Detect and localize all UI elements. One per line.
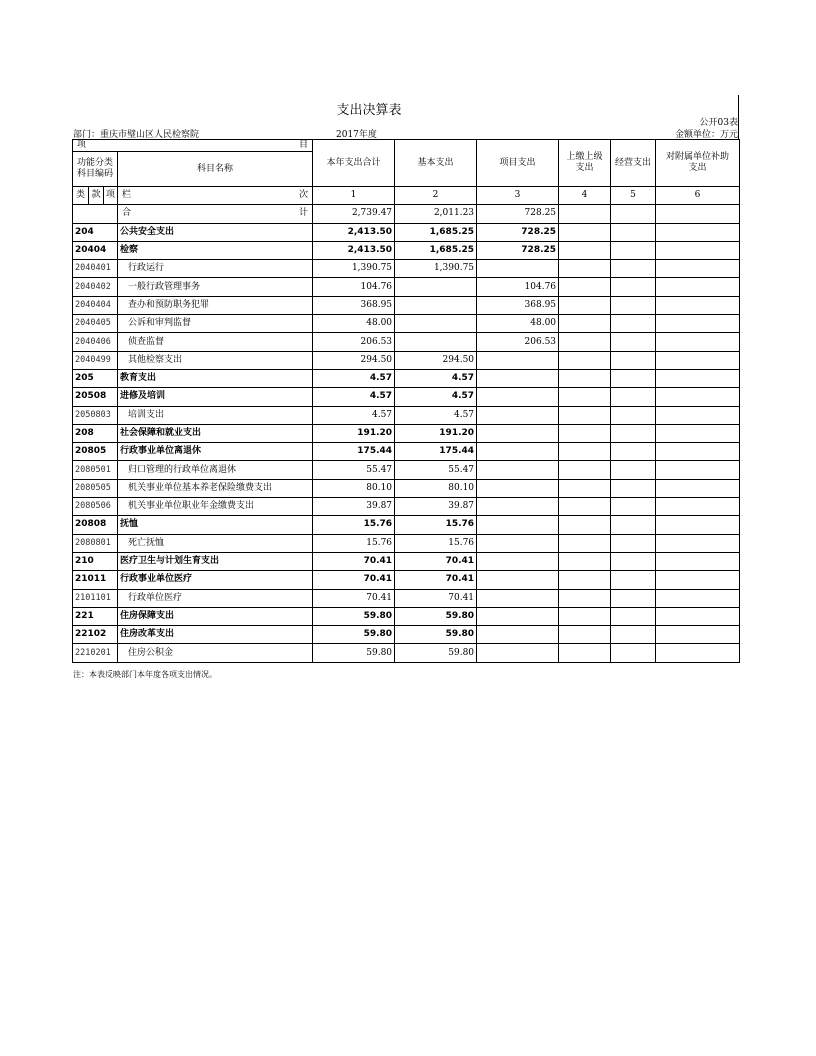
row-remit xyxy=(559,369,611,387)
totals-row xyxy=(73,205,740,223)
row-basic: 191.20 xyxy=(395,424,477,442)
row-subsidy xyxy=(656,333,740,351)
row-name: 行政运行 xyxy=(118,260,313,278)
row-subsidy xyxy=(656,589,740,607)
row-remit xyxy=(559,260,611,278)
row-total: 70.41 xyxy=(313,552,395,570)
row-name: 机关事业单位职业年金缴费支出 xyxy=(118,498,313,516)
row-project xyxy=(477,607,559,625)
row-project xyxy=(477,644,559,662)
table-row xyxy=(73,369,740,387)
table-row xyxy=(73,607,740,625)
table-row xyxy=(73,589,740,607)
row-business xyxy=(611,333,656,351)
row-business xyxy=(611,388,656,406)
header-total: 本年支出合计 xyxy=(313,140,395,187)
totals-project: 728.25 xyxy=(477,205,559,223)
header-project: 项目支出 xyxy=(477,140,559,187)
row-name: 住房改革支出 xyxy=(118,626,313,644)
row-project xyxy=(477,424,559,442)
row-business xyxy=(611,351,656,369)
row-total: 2,413.50 xyxy=(313,241,395,259)
row-business xyxy=(611,534,656,552)
form-code: 公开03表 xyxy=(699,118,738,128)
totals-label xyxy=(118,205,313,223)
row-name: 公共安全支出 xyxy=(118,223,313,241)
row-business xyxy=(611,443,656,461)
row-remit xyxy=(559,333,611,351)
row-remit xyxy=(559,351,611,369)
row-total: 55.47 xyxy=(313,461,395,479)
row-total: 80.10 xyxy=(313,479,395,497)
row-business xyxy=(611,589,656,607)
row-remit xyxy=(559,534,611,552)
header-remit: 上缴上级 支出 xyxy=(559,140,611,187)
row-name: 社会保障和就业支出 xyxy=(118,424,313,442)
row-remit xyxy=(559,479,611,497)
row-subsidy xyxy=(656,479,740,497)
row-total: 206.53 xyxy=(313,333,395,351)
row-basic: 1,685.25 xyxy=(395,241,477,259)
row-basic: 4.57 xyxy=(395,369,477,387)
header-item-right: 目 xyxy=(299,140,309,150)
page-title: 支出决算表 xyxy=(336,103,402,118)
row-subsidy xyxy=(656,571,740,589)
row-code: 2040404 xyxy=(73,296,118,314)
row-subsidy xyxy=(656,296,740,314)
year-label: 2017年度 xyxy=(336,130,377,140)
table-row xyxy=(73,534,740,552)
row-subsidy xyxy=(656,315,740,333)
row-code: 2080801 xyxy=(73,534,118,552)
row-basic: 294.50 xyxy=(395,351,477,369)
row-project xyxy=(477,260,559,278)
row-remit xyxy=(559,315,611,333)
row-basic: 175.44 xyxy=(395,443,477,461)
row-business xyxy=(611,498,656,516)
row-total: 1,390.75 xyxy=(313,260,395,278)
row-basic xyxy=(395,278,477,296)
row-remit xyxy=(559,461,611,479)
table-row xyxy=(73,315,740,333)
header-basic: 基本支出 xyxy=(395,140,477,187)
row-total: 294.50 xyxy=(313,351,395,369)
table-row xyxy=(73,260,740,278)
row-subsidy xyxy=(656,223,740,241)
row-name: 培训支出 xyxy=(118,406,313,424)
row-remit xyxy=(559,296,611,314)
row-basic: 4.57 xyxy=(395,406,477,424)
row-code: 208 xyxy=(73,424,118,442)
header-xiang: 项 xyxy=(104,187,118,205)
row-name: 机关事业单位基本养老保险缴费支出 xyxy=(118,479,313,497)
row-project: 104.76 xyxy=(477,278,559,296)
table-row xyxy=(73,241,740,259)
row-code: 21011 xyxy=(73,571,118,589)
row-remit xyxy=(559,388,611,406)
table-row xyxy=(73,424,740,442)
row-total: 70.41 xyxy=(313,589,395,607)
table-row xyxy=(73,571,740,589)
row-business xyxy=(611,479,656,497)
row-project xyxy=(477,571,559,589)
row-business xyxy=(611,626,656,644)
row-name: 查办和预防职务犯罪 xyxy=(118,296,313,314)
table-row xyxy=(73,626,740,644)
row-code: 2080501 xyxy=(73,461,118,479)
table-row xyxy=(73,223,740,241)
table-row xyxy=(73,333,740,351)
row-business xyxy=(611,571,656,589)
totals-he: 合 xyxy=(122,208,132,219)
row-subsidy xyxy=(656,443,740,461)
row-subsidy xyxy=(656,461,740,479)
totals-business xyxy=(611,205,656,223)
row-name: 其他检察支出 xyxy=(118,351,313,369)
row-remit xyxy=(559,406,611,424)
row-name: 行政事业单位医疗 xyxy=(118,571,313,589)
row-subsidy xyxy=(656,516,740,534)
header-lan-ci xyxy=(118,187,313,205)
row-code: 20808 xyxy=(73,516,118,534)
row-name: 住房公积金 xyxy=(118,644,313,662)
row-project xyxy=(477,534,559,552)
row-business xyxy=(611,406,656,424)
row-name: 归口管理的行政单位离退休 xyxy=(118,461,313,479)
row-project xyxy=(477,406,559,424)
row-total: 48.00 xyxy=(313,315,395,333)
row-name: 公诉和审判监督 xyxy=(118,315,313,333)
row-basic: 80.10 xyxy=(395,479,477,497)
row-total: 2,413.50 xyxy=(313,223,395,241)
row-name: 行政事业单位离退休 xyxy=(118,443,313,461)
row-basic xyxy=(395,296,477,314)
row-project: 206.53 xyxy=(477,333,559,351)
row-business xyxy=(611,278,656,296)
row-remit xyxy=(559,552,611,570)
row-business xyxy=(611,461,656,479)
row-basic: 59.80 xyxy=(395,644,477,662)
row-business xyxy=(611,296,656,314)
row-subsidy xyxy=(656,278,740,296)
row-subsidy xyxy=(656,607,740,625)
expenditure-table xyxy=(72,139,740,663)
row-business xyxy=(611,223,656,241)
row-basic: 4.57 xyxy=(395,388,477,406)
col-num-2: 2 xyxy=(395,187,477,205)
row-total: 59.80 xyxy=(313,644,395,662)
row-subsidy xyxy=(656,351,740,369)
row-name: 住房保障支出 xyxy=(118,607,313,625)
row-basic xyxy=(395,333,477,351)
row-project: 728.25 xyxy=(477,241,559,259)
header-item-cell xyxy=(73,140,313,152)
row-business xyxy=(611,516,656,534)
totals-remit xyxy=(559,205,611,223)
col-num-3: 3 xyxy=(477,187,559,205)
row-subsidy xyxy=(656,369,740,387)
table-row xyxy=(73,296,740,314)
row-project xyxy=(477,552,559,570)
row-remit xyxy=(559,644,611,662)
row-basic: 59.80 xyxy=(395,626,477,644)
row-remit xyxy=(559,241,611,259)
divider xyxy=(738,95,739,140)
table-row xyxy=(73,479,740,497)
row-subsidy xyxy=(656,552,740,570)
row-remit xyxy=(559,223,611,241)
row-name: 行政单位医疗 xyxy=(118,589,313,607)
row-basic: 70.41 xyxy=(395,552,477,570)
row-remit xyxy=(559,424,611,442)
row-total: 4.57 xyxy=(313,406,395,424)
row-code: 204 xyxy=(73,223,118,241)
row-subsidy xyxy=(656,534,740,552)
totals-code xyxy=(73,205,118,223)
totals-basic: 2,011.23 xyxy=(395,205,477,223)
row-subsidy xyxy=(656,644,740,662)
table-row xyxy=(73,388,740,406)
table-row xyxy=(73,406,740,424)
row-code: 2050803 xyxy=(73,406,118,424)
row-remit xyxy=(559,278,611,296)
row-basic: 70.41 xyxy=(395,589,477,607)
row-name: 进修及培训 xyxy=(118,388,313,406)
unit-label: 金额单位：万元 xyxy=(674,130,738,140)
row-business xyxy=(611,552,656,570)
row-remit xyxy=(559,589,611,607)
row-code: 2080506 xyxy=(73,498,118,516)
row-basic: 15.76 xyxy=(395,516,477,534)
department-label: 部门：重庆市璧山区人民检察院 xyxy=(73,130,200,140)
row-project xyxy=(477,369,559,387)
row-subsidy xyxy=(656,498,740,516)
row-subsidy xyxy=(656,260,740,278)
row-subsidy xyxy=(656,388,740,406)
row-remit xyxy=(559,626,611,644)
footnote: 注：本表反映部门本年度各项支出情况。 xyxy=(73,670,217,679)
row-total: 39.87 xyxy=(313,498,395,516)
header-kuan: 款 xyxy=(89,187,104,205)
row-remit xyxy=(559,607,611,625)
row-basic: 55.47 xyxy=(395,461,477,479)
row-code: 2101101 xyxy=(73,589,118,607)
table-row xyxy=(73,278,740,296)
header-lan: 栏 xyxy=(122,190,132,201)
row-project: 728.25 xyxy=(477,223,559,241)
row-total: 70.41 xyxy=(313,571,395,589)
row-code: 205 xyxy=(73,369,118,387)
row-code: 2040405 xyxy=(73,315,118,333)
row-total: 368.95 xyxy=(313,296,395,314)
table-row xyxy=(73,498,740,516)
row-code: 2040406 xyxy=(73,333,118,351)
header-lei: 类 xyxy=(73,187,89,205)
col-num-5: 5 xyxy=(611,187,656,205)
row-total: 191.20 xyxy=(313,424,395,442)
row-total: 4.57 xyxy=(313,388,395,406)
table-row xyxy=(73,516,740,534)
row-business xyxy=(611,241,656,259)
row-code: 20805 xyxy=(73,443,118,461)
totals-total: 2,739.47 xyxy=(313,205,395,223)
table-row xyxy=(73,443,740,461)
header-ci: 次 xyxy=(299,190,309,201)
col-num-4: 4 xyxy=(559,187,611,205)
row-basic: 59.80 xyxy=(395,607,477,625)
col-num-1: 1 xyxy=(313,187,395,205)
header-subsidy: 对附属单位补助 支出 xyxy=(656,140,740,187)
row-total: 59.80 xyxy=(313,607,395,625)
row-project: 48.00 xyxy=(477,315,559,333)
totals-ji: 计 xyxy=(299,208,309,219)
table-row xyxy=(73,461,740,479)
row-business xyxy=(611,315,656,333)
row-name: 抚恤 xyxy=(118,516,313,534)
row-business xyxy=(611,644,656,662)
row-name: 侦查监督 xyxy=(118,333,313,351)
row-subsidy xyxy=(656,241,740,259)
row-project xyxy=(477,626,559,644)
row-code: 221 xyxy=(73,607,118,625)
row-code: 22102 xyxy=(73,626,118,644)
row-remit xyxy=(559,498,611,516)
row-project xyxy=(477,516,559,534)
row-total: 15.76 xyxy=(313,534,395,552)
row-basic: 70.41 xyxy=(395,571,477,589)
table-row xyxy=(73,644,740,662)
row-project xyxy=(477,388,559,406)
col-num-6: 6 xyxy=(656,187,740,205)
row-project: 368.95 xyxy=(477,296,559,314)
row-total: 15.76 xyxy=(313,516,395,534)
row-project xyxy=(477,479,559,497)
row-code: 2040401 xyxy=(73,260,118,278)
row-remit xyxy=(559,571,611,589)
row-name: 死亡抚恤 xyxy=(118,534,313,552)
row-project xyxy=(477,351,559,369)
table-row xyxy=(73,351,740,369)
row-total: 4.57 xyxy=(313,369,395,387)
row-code: 2080505 xyxy=(73,479,118,497)
row-code: 2040499 xyxy=(73,351,118,369)
row-remit xyxy=(559,443,611,461)
row-project xyxy=(477,498,559,516)
row-basic: 15.76 xyxy=(395,534,477,552)
row-name: 医疗卫生与计划生育支出 xyxy=(118,552,313,570)
row-code: 2040402 xyxy=(73,278,118,296)
row-basic: 1,685.25 xyxy=(395,223,477,241)
totals-subsidy xyxy=(656,205,740,223)
row-basic: 1,390.75 xyxy=(395,260,477,278)
row-total: 59.80 xyxy=(313,626,395,644)
row-code: 20404 xyxy=(73,241,118,259)
row-business xyxy=(611,260,656,278)
header-item-left: 项 xyxy=(77,140,87,150)
row-name: 检察 xyxy=(118,241,313,259)
header-subject-name: 科目名称 xyxy=(118,152,313,187)
row-basic xyxy=(395,315,477,333)
row-business xyxy=(611,369,656,387)
table-row xyxy=(73,552,740,570)
header-business: 经营支出 xyxy=(611,140,656,187)
row-subsidy xyxy=(656,406,740,424)
row-code: 20508 xyxy=(73,388,118,406)
header-func-code: 功能分类 科目编码 xyxy=(73,152,118,187)
row-subsidy xyxy=(656,626,740,644)
row-remit xyxy=(559,516,611,534)
row-basic: 39.87 xyxy=(395,498,477,516)
row-total: 104.76 xyxy=(313,278,395,296)
row-total: 175.44 xyxy=(313,443,395,461)
row-name: 教育支出 xyxy=(118,369,313,387)
row-code: 210 xyxy=(73,552,118,570)
row-project xyxy=(477,443,559,461)
row-subsidy xyxy=(656,424,740,442)
row-business xyxy=(611,607,656,625)
row-name: 一般行政管理事务 xyxy=(118,278,313,296)
row-project xyxy=(477,589,559,607)
row-project xyxy=(477,461,559,479)
row-code: 2210201 xyxy=(73,644,118,662)
row-business xyxy=(611,424,656,442)
